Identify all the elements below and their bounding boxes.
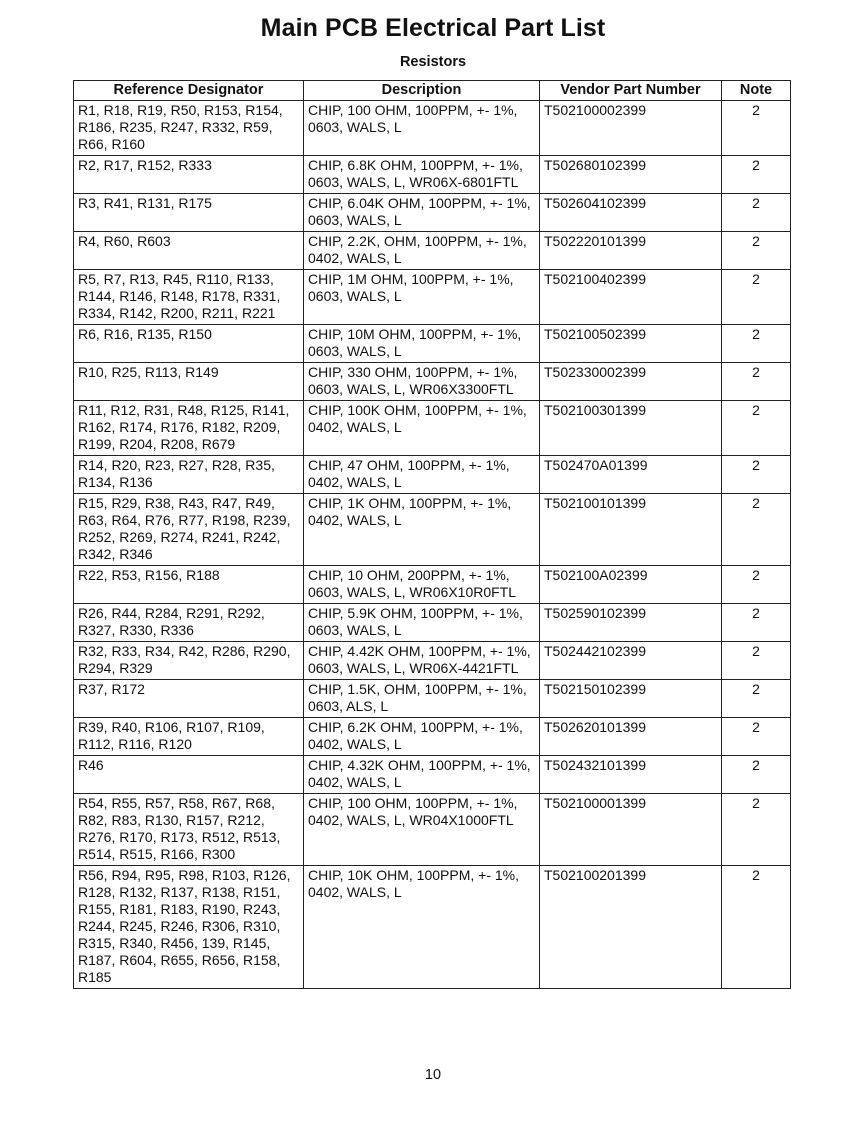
description-cell: CHIP, 10M OHM, 100PPM, +- 1%, 0603, WALS, L — [304, 325, 540, 363]
description-cell: CHIP, 4.42K OHM, 100PPM, +- 1%, 0603, WALS, L, WR06X-4421FTL — [304, 642, 540, 680]
description-cell: CHIP, 47 OHM, 100PPM, +- 1%, 0402, WALS, L — [304, 456, 540, 494]
reference-designator-cell: R11, R12, R31, R48, R125, R141, R162, R174, R176, R182, R209, R199, R204, R208, R679 — [74, 401, 304, 456]
note-cell: 2 — [722, 718, 791, 756]
note-cell: 2 — [722, 156, 791, 194]
description-cell: CHIP, 4.32K OHM, 100PPM, +- 1%, 0402, WALS, L — [304, 756, 540, 794]
table-row — [74, 566, 791, 604]
description-cell: CHIP, 10K OHM, 100PPM, +- 1%, 0402, WALS, L — [304, 866, 540, 989]
reference-designator-cell: R10, R25, R113, R149 — [74, 363, 304, 401]
vendor-part-number-cell: T502680102399 — [540, 156, 722, 194]
parts-table — [73, 80, 791, 989]
table-row — [74, 866, 791, 989]
reference-designator-cell: R26, R44, R284, R291, R292, R327, R330, R336 — [74, 604, 304, 642]
vendor-part-number-cell: T502100201399 — [540, 866, 722, 989]
column-header-note: Note — [722, 81, 791, 101]
vendor-part-number-cell: T502590102399 — [540, 604, 722, 642]
description-cell: CHIP, 10 OHM, 200PPM, +- 1%, 0603, WALS, L, WR06X10R0FTL — [304, 566, 540, 604]
table-row — [74, 604, 791, 642]
column-header-vendor-part: Vendor Part Number — [540, 81, 722, 101]
vendor-part-number-cell: T502100502399 — [540, 325, 722, 363]
table-row — [74, 363, 791, 401]
table-row — [74, 156, 791, 194]
note-cell: 2 — [722, 494, 791, 566]
description-cell: CHIP, 6.2K OHM, 100PPM, +- 1%, 0402, WALS, L — [304, 718, 540, 756]
column-header-description: Description — [304, 81, 540, 101]
vendor-part-number-cell: T502100101399 — [540, 494, 722, 566]
reference-designator-cell: R56, R94, R95, R98, R103, R126, R128, R132, R137, R138, R151, R155, R181, R183, R190, R243, R244, R245, R246, R306, R310, R315, R340, R456, 139, R145, R187, R604, R655, R656, R158, R185 — [74, 866, 304, 989]
note-cell: 2 — [722, 232, 791, 270]
vendor-part-number-cell: T502100402399 — [540, 270, 722, 325]
description-cell: CHIP, 5.9K OHM, 100PPM, +- 1%, 0603, WALS, L — [304, 604, 540, 642]
description-cell: CHIP, 2.2K, OHM, 100PPM, +- 1%, 0402, WALS, L — [304, 232, 540, 270]
table-row — [74, 756, 791, 794]
table-header-row — [74, 81, 791, 101]
vendor-part-number-cell: T502100002399 — [540, 101, 722, 156]
page-number: 10 — [424, 1067, 442, 1083]
reference-designator-cell: R4, R60, R603 — [74, 232, 304, 270]
table-row — [74, 642, 791, 680]
reference-designator-cell: R1, R18, R19, R50, R153, R154, R186, R235, R247, R332, R59, R66, R160 — [74, 101, 304, 156]
vendor-part-number-cell: T502330002399 — [540, 363, 722, 401]
description-cell: CHIP, 1M OHM, 100PPM, +- 1%, 0603, WALS, L — [304, 270, 540, 325]
note-cell: 2 — [722, 401, 791, 456]
note-cell: 2 — [722, 456, 791, 494]
note-cell: 2 — [722, 756, 791, 794]
parts-table-body — [74, 101, 791, 989]
reference-designator-cell: R6, R16, R135, R150 — [74, 325, 304, 363]
table-row — [74, 494, 791, 566]
vendor-part-number-cell: T502100301399 — [540, 401, 722, 456]
note-cell: 2 — [722, 604, 791, 642]
page-title: Main PCB Electrical Part List — [260, 14, 606, 42]
vendor-part-number-cell: T502604102399 — [540, 194, 722, 232]
vendor-part-number-cell: T502442102399 — [540, 642, 722, 680]
note-cell: 2 — [722, 194, 791, 232]
note-cell: 2 — [722, 642, 791, 680]
reference-designator-cell: R14, R20, R23, R27, R28, R35, R134, R136 — [74, 456, 304, 494]
description-cell: CHIP, 100K OHM, 100PPM, +- 1%, 0402, WALS, L — [304, 401, 540, 456]
reference-designator-cell: R39, R40, R106, R107, R109, R112, R116, R120 — [74, 718, 304, 756]
note-cell: 2 — [722, 566, 791, 604]
reference-designator-cell: R32, R33, R34, R42, R286, R290, R294, R329 — [74, 642, 304, 680]
reference-designator-cell: R54, R55, R57, R58, R67, R68, R82, R83, R130, R157, R212, R276, R170, R173, R512, R513, R514, R515, R166, R300 — [74, 794, 304, 866]
table-row — [74, 794, 791, 866]
table-row — [74, 680, 791, 718]
reference-designator-cell: R46 — [74, 756, 304, 794]
table-row — [74, 325, 791, 363]
note-cell: 2 — [722, 101, 791, 156]
vendor-part-number-cell: T502620101399 — [540, 718, 722, 756]
table-row — [74, 401, 791, 456]
description-cell: CHIP, 1.5K, OHM, 100PPM, +- 1%, 0603, ALS, L — [304, 680, 540, 718]
description-cell: CHIP, 1K OHM, 100PPM, +- 1%, 0402, WALS, L — [304, 494, 540, 566]
description-cell: CHIP, 100 OHM, 100PPM, +- 1%, 0603, WALS, L — [304, 101, 540, 156]
reference-designator-cell: R5, R7, R13, R45, R110, R133, R144, R146, R148, R178, R331, R334, R142, R200, R211, R221 — [74, 270, 304, 325]
note-cell: 2 — [722, 363, 791, 401]
reference-designator-cell: R22, R53, R156, R188 — [74, 566, 304, 604]
description-cell: CHIP, 330 OHM, 100PPM, +- 1%, 0603, WALS, L, WR06X3300FTL — [304, 363, 540, 401]
note-cell: 2 — [722, 270, 791, 325]
reference-designator-cell: R37, R172 — [74, 680, 304, 718]
vendor-part-number-cell: T502470A01399 — [540, 456, 722, 494]
reference-designator-cell: R3, R41, R131, R175 — [74, 194, 304, 232]
note-cell: 2 — [722, 680, 791, 718]
description-cell: CHIP, 6.8K OHM, 100PPM, +- 1%, 0603, WALS, L, WR06X-6801FTL — [304, 156, 540, 194]
vendor-part-number-cell: T502432101399 — [540, 756, 722, 794]
table-row — [74, 718, 791, 756]
table-row — [74, 270, 791, 325]
table-row — [74, 194, 791, 232]
description-cell: CHIP, 6.04K OHM, 100PPM, +- 1%, 0603, WALS, L — [304, 194, 540, 232]
reference-designator-cell: R15, R29, R38, R43, R47, R49, R63, R64, R76, R77, R198, R239, R252, R269, R274, R241, R242, R342, R346 — [74, 494, 304, 566]
note-cell: 2 — [722, 866, 791, 989]
vendor-part-number-cell: T502220101399 — [540, 232, 722, 270]
note-cell: 2 — [722, 794, 791, 866]
column-header-reference: Reference Designator — [74, 81, 304, 101]
vendor-part-number-cell: T502100001399 — [540, 794, 722, 866]
description-cell: CHIP, 100 OHM, 100PPM, +- 1%, 0402, WALS, L, WR04X1000FTL — [304, 794, 540, 866]
table-row — [74, 456, 791, 494]
section-title: Resistors — [399, 54, 467, 70]
vendor-part-number-cell: T502150102399 — [540, 680, 722, 718]
table-row — [74, 232, 791, 270]
reference-designator-cell: R2, R17, R152, R333 — [74, 156, 304, 194]
vendor-part-number-cell: T502100A02399 — [540, 566, 722, 604]
note-cell: 2 — [722, 325, 791, 363]
table-row — [74, 101, 791, 156]
